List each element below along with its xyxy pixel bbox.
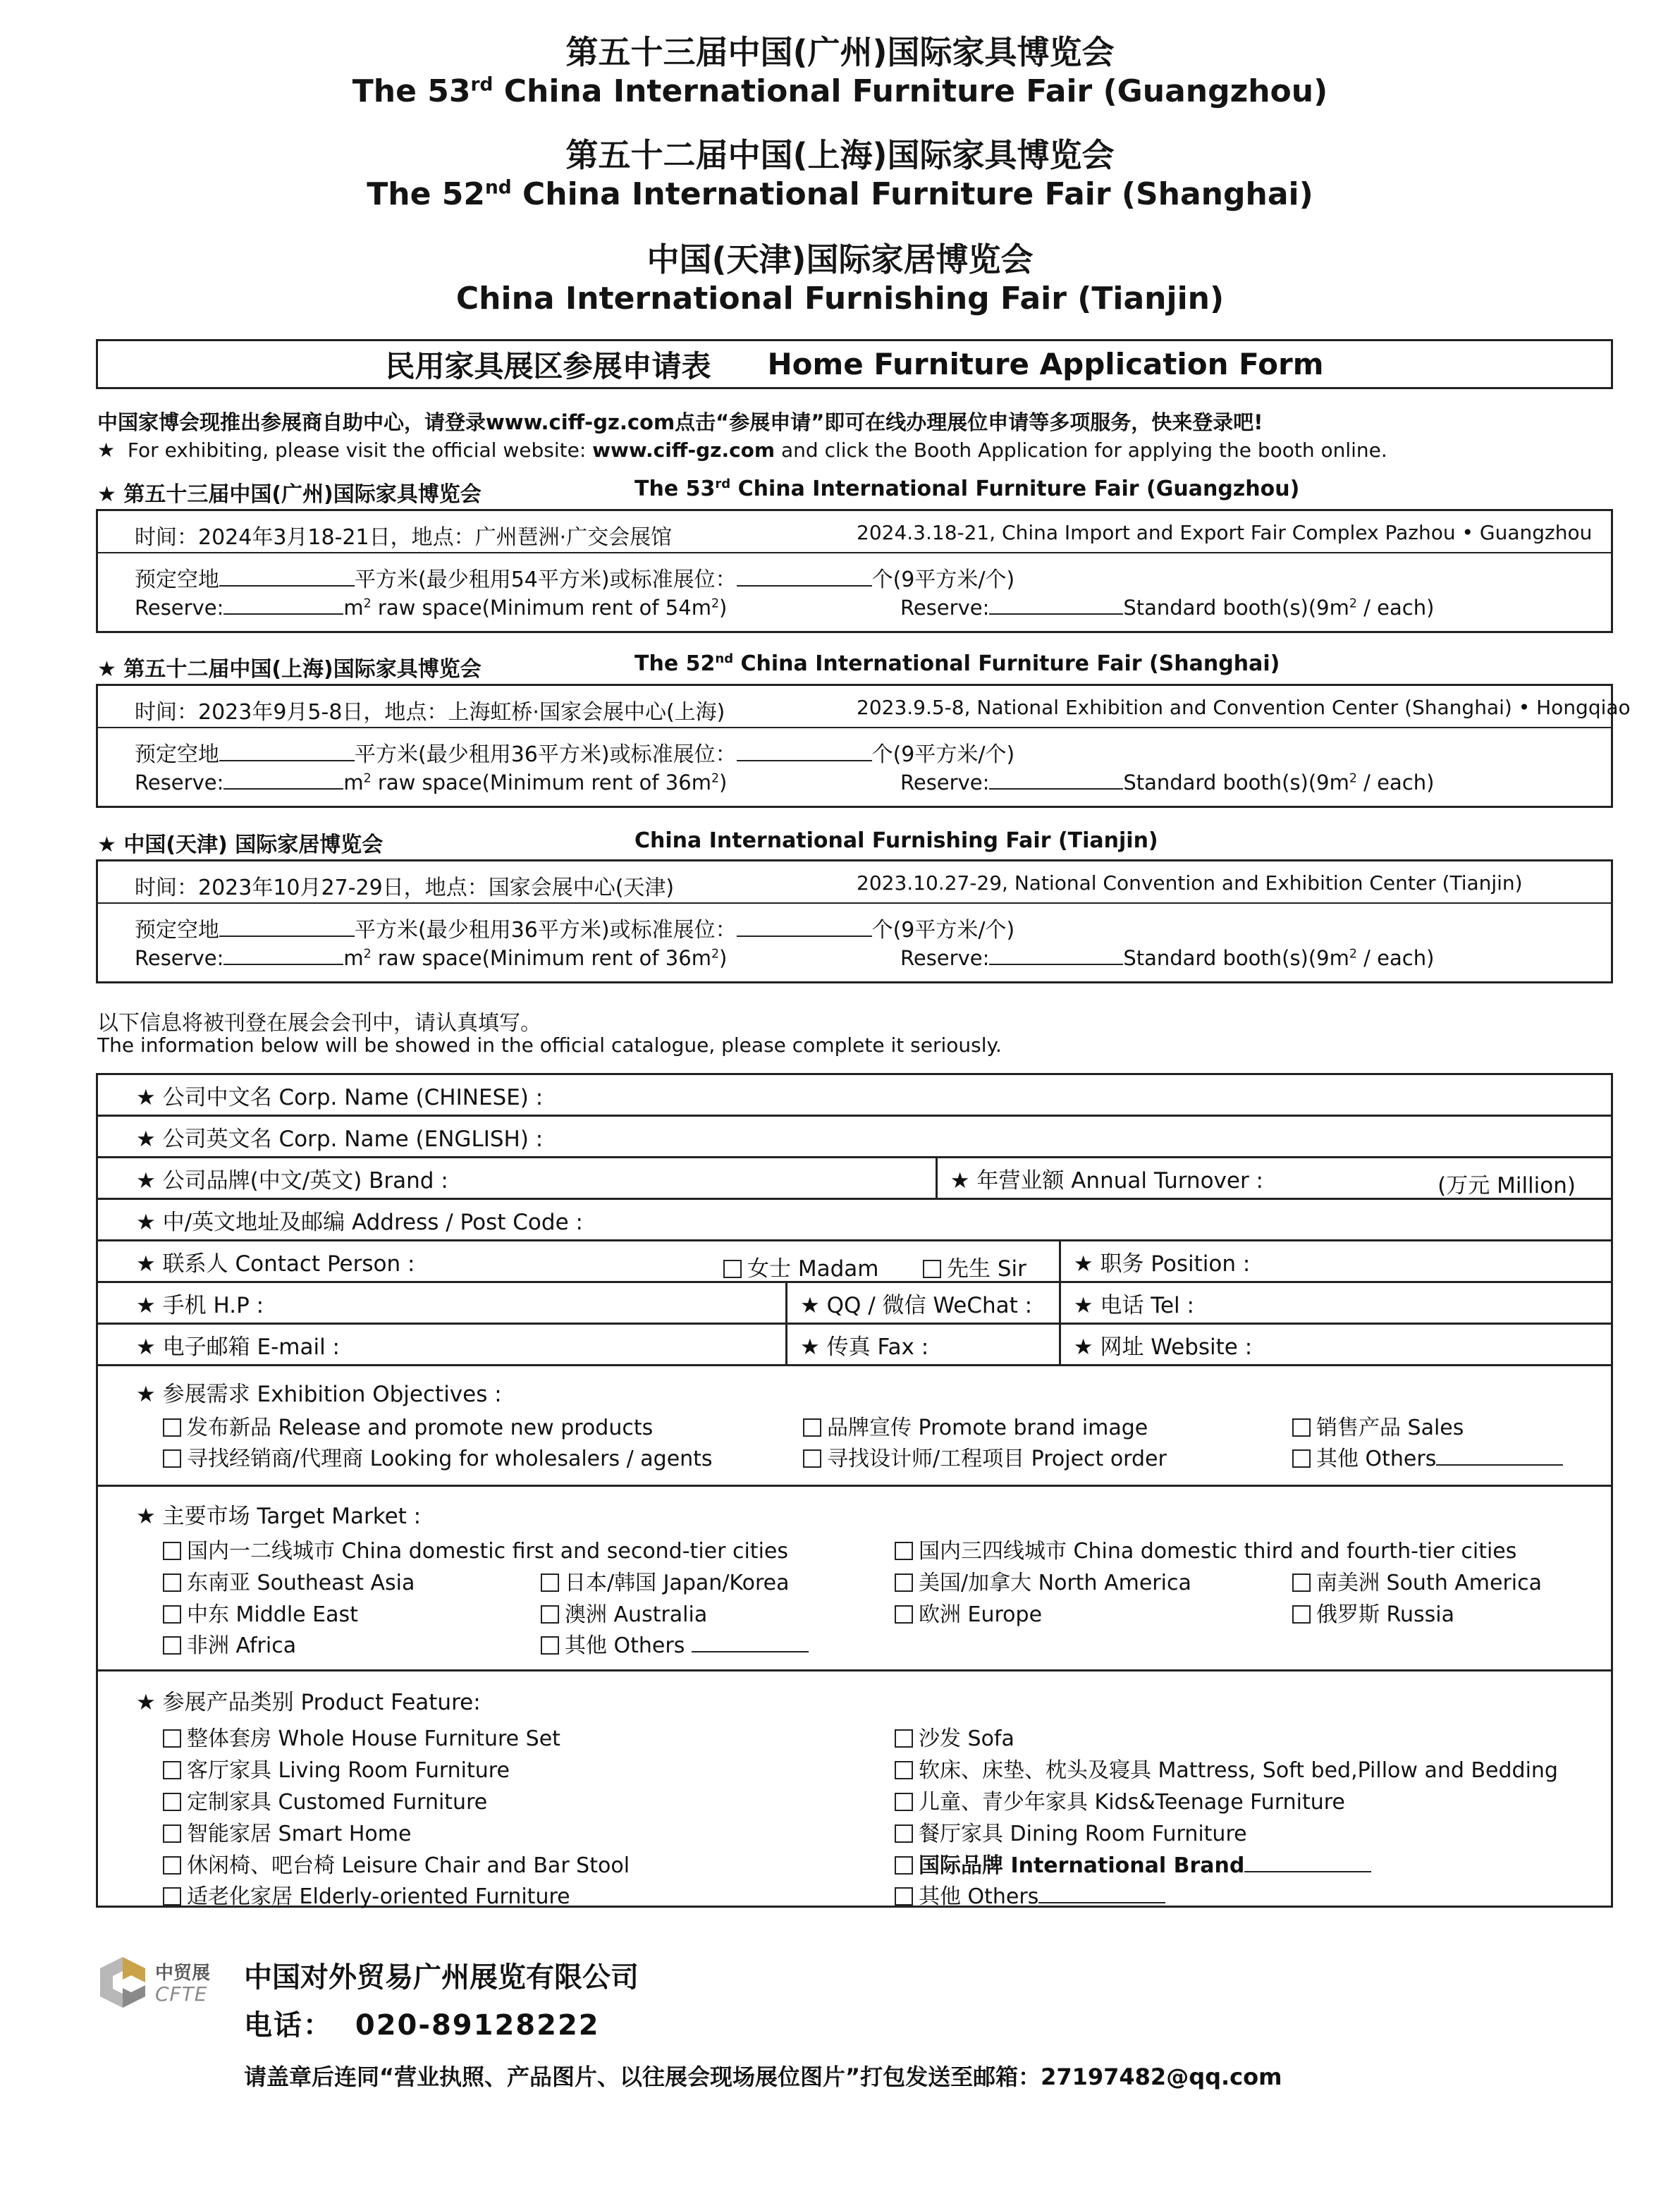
objective-brand-image[interactable]: 品牌宣传 Promote brand image xyxy=(803,1410,1148,1441)
catalogue-note-cn: 以下信息将被刊登在展会会刊中，请认真填写。 xyxy=(97,1011,541,1036)
product-customed[interactable]: 定制家具 Customed Furniture xyxy=(163,1784,487,1815)
fair-time-cn: 时间：2023年10月27-29日，地点：国家会展中心(天津) xyxy=(135,876,675,900)
form-title-en: Home Furniture Application Form xyxy=(767,347,1324,381)
logo-text-en: CFTE xyxy=(155,1982,208,2006)
fair-title-cn: ★ 第五十二届中国(上海)国际家具博览会 xyxy=(97,657,482,682)
fair-box-guangzhou xyxy=(96,509,1613,633)
website-link[interactable]: www.ciff-gz.com xyxy=(592,438,775,462)
product-dining-room[interactable]: 餐厅家具 Dining Room Furniture xyxy=(895,1816,1247,1847)
fair-title-en: China International Furnishing Fair (Tianjin) xyxy=(634,828,1158,853)
product-feature-section xyxy=(96,1671,1613,1908)
product-label: ★ 参展产品类别 Product Feature: xyxy=(136,1690,481,1715)
title-guangzhou-en: The 53rd China International Furniture Fair (Guangzhou) xyxy=(352,73,1328,109)
wechat-field[interactable]: ★ QQ / 微信 WeChat : xyxy=(787,1282,1060,1324)
market-others-field[interactable] xyxy=(692,1634,809,1652)
product-others-field[interactable] xyxy=(1038,1885,1165,1903)
cfte-logo xyxy=(94,1953,228,2016)
form-title-box xyxy=(96,339,1613,389)
market-domestic-first-tier[interactable]: 国内一二线城市 China domestic first and second-tier cities xyxy=(163,1533,788,1564)
catalogue-note-en: The information below will be showed in the official catalogue, please complete it seriously. xyxy=(97,1033,1002,1057)
raw-space-sqm-field[interactable] xyxy=(219,919,355,937)
market-southeast-asia[interactable]: 东南亚 Southeast Asia xyxy=(163,1565,415,1596)
booth-en-field[interactable] xyxy=(989,947,1123,965)
notice-cn: 中国家博会现推出参展商自助中心，请登录www.ciff-gz.com点击“参展申请”即可在线办理展位申请等多项服务，快来登录吧! xyxy=(97,410,1263,434)
booth-en-field[interactable] xyxy=(989,596,1123,615)
product-sofa[interactable]: 沙发 Sofa xyxy=(895,1721,1014,1752)
fax-field[interactable]: ★ 传真 Fax : xyxy=(787,1324,1060,1366)
international-brand-field[interactable] xyxy=(1244,1854,1371,1872)
reserve-en-raw: Reserve: $m^2$ raw space(Minimum rent of $54m^2$) xyxy=(135,596,728,620)
website-field[interactable]: ★ 网址 Website : xyxy=(1060,1324,1612,1366)
title-guangzhou-cn: 第五十三届中国(广州)国际家具博览会 xyxy=(565,33,1115,71)
company-info-table xyxy=(96,1073,1613,1366)
objective-others[interactable]: 其他 Others xyxy=(1292,1441,1563,1472)
market-russia[interactable]: 俄罗斯 Russia xyxy=(1292,1597,1454,1628)
turnover-unit: (万元 Million) xyxy=(1437,1173,1576,1198)
fair-box-tianjin xyxy=(96,859,1613,983)
footer-company: 中国对外贸易广州展览有限公司 xyxy=(244,1961,639,1994)
product-whole-house[interactable]: 整体套房 Whole House Furniture Set xyxy=(163,1721,560,1752)
objective-project-order[interactable]: 寻找设计师/工程项目 Project order xyxy=(803,1441,1167,1472)
exhibition-objectives-section xyxy=(96,1365,1613,1487)
product-international-brand[interactable]: 国际品牌 International Brand xyxy=(895,1848,1371,1879)
objective-wholesalers[interactable]: 寻找经销商/代理商 Looking for wholesalers / agents xyxy=(163,1441,713,1472)
reserve-en-booth: Reserve: Standard $booth(s)(9m^2$ / each) xyxy=(900,596,1435,620)
market-others[interactable]: 其他 Others xyxy=(541,1628,809,1659)
fair-time-en: 2023.9.5-8, National Exhibition and Convention Center (Shanghai) • Hongqiao xyxy=(857,696,1631,719)
title-tianjin-cn: 中国(天津)国际家居博览会 xyxy=(646,240,1034,278)
product-smart-home[interactable]: 智能家居 Smart Home xyxy=(163,1816,411,1847)
address-field[interactable]: ★ 中/英文地址及邮编 Address / Post Code : xyxy=(97,1199,1612,1241)
reserve-cn-line: 预定空地 平方米(最少租用36平方米)或标准展位： 个(9平方米/个) xyxy=(135,742,1015,767)
notice-en: ★ For exhibiting, please visit the official website: www.ciff-gz.com and click the Booth Application for applying the booth online. xyxy=(97,438,1387,462)
standard-booth-count-field[interactable] xyxy=(737,568,872,587)
market-africa[interactable]: 非洲 Africa xyxy=(163,1628,296,1659)
title-tianjin-en: China International Furnishing Fair (Tianjin) xyxy=(455,281,1225,317)
market-europe[interactable]: 欧洲 Europe xyxy=(895,1597,1042,1628)
turnover-field[interactable]: ★ 年营业额 Annual Turnover : (万元 Million) xyxy=(936,1158,1612,1199)
fair-time-en: 2024.3.18-21, China Import and Export Fair Complex Pazhou • Guangzhou xyxy=(857,521,1593,544)
form-title-cn: 民用家具展区参展申请表 xyxy=(385,348,711,384)
fair-title-cn: ★ 中国(天津) 国际家居博览会 xyxy=(97,833,384,857)
tel-field[interactable]: ★ 电话 Tel : xyxy=(1060,1282,1612,1324)
product-living-room[interactable]: 客厅家具 Living Room Furniture xyxy=(163,1753,510,1784)
market-domestic-third-tier[interactable]: 国内三四线城市 China domestic third and fourth-tier cities xyxy=(895,1533,1516,1564)
reserve-en-raw: Reserve: $m^2$ raw space(Minimum rent of $36m^2$) xyxy=(135,946,728,970)
objectives-label: ★ 参展需求 Exhibition Objectives : xyxy=(136,1382,502,1407)
fair-time-cn: 时间：2023年9月5-8日，地点：上海虹桥·国家会展中心(上海) xyxy=(135,700,725,725)
objective-new-products[interactable]: 发布新品 Release and promote new products xyxy=(163,1410,653,1441)
madam-checkbox[interactable]: 女士 Madam xyxy=(723,1251,878,1282)
standard-booth-count-field[interactable] xyxy=(737,743,872,761)
corp-name-en-field[interactable]: ★ 公司英文名 Corp. Name (ENGLISH) : xyxy=(97,1116,1612,1158)
title-shanghai-en: The 52nd China International Furniture Fair (Shanghai) xyxy=(367,176,1313,212)
brand-field[interactable]: ★ 公司品牌(中文/英文) Brand : xyxy=(97,1158,937,1199)
raw-space-sqm-field[interactable] xyxy=(219,743,355,761)
product-others[interactable]: 其他 Others xyxy=(895,1879,1165,1910)
fair-title-cn: ★ 第五十三届中国(广州)国际家具博览会 xyxy=(97,482,482,507)
cfte-logo-icon xyxy=(94,1954,151,2011)
market-australia[interactable]: 澳洲 Australia xyxy=(541,1597,707,1628)
fair-title-en: The 53rd China International Furniture Fair (Guangzhou) xyxy=(634,477,1300,501)
fair-time-en: 2023.10.27-29, National Convention and Exhibition Center (Tianjin) xyxy=(857,871,1523,895)
fair-time-cn: 时间：2024年3月18-21日，地点：广州琶洲·广交会展馆 xyxy=(135,525,673,550)
email-field[interactable]: ★ 电子邮箱 E-mail : xyxy=(97,1324,787,1366)
reserve-en-booth: Reserve: Standard $booth(s)(9m^2$ / each) xyxy=(900,946,1435,970)
reserve-en-raw: Reserve: $m^2$ raw space(Minimum rent of $36m^2$) xyxy=(135,771,728,795)
product-leisure-chair[interactable]: 休闲椅、吧台椅 Leisure Chair and Bar Stool xyxy=(163,1848,630,1879)
raw-space-en-field[interactable] xyxy=(223,947,343,965)
market-middle-east[interactable]: 中东 Middle East xyxy=(163,1597,358,1628)
title-shanghai-cn: 第五十二届中国(上海)国际家具博览会 xyxy=(565,136,1115,174)
sir-checkbox[interactable]: 先生 Sir xyxy=(923,1251,1026,1282)
reserve-cn-line: 预定空地 平方米(最少租用54平方米)或标准展位： 个(9平方米/个) xyxy=(135,568,1015,592)
booth-en-field[interactable] xyxy=(989,771,1123,790)
standard-booth-count-field[interactable] xyxy=(737,919,872,937)
reserve-cn-line: 预定空地 平方米(最少租用36平方米)或标准展位： 个(9平方米/个) xyxy=(135,918,1015,943)
contact-person-field[interactable]: ★ 联系人 Contact Person : 女士 Madam 先生 Sir xyxy=(97,1241,1060,1282)
logo-text-cn: 中贸展 xyxy=(155,1963,211,1984)
objective-sales[interactable]: 销售产品 Sales xyxy=(1292,1410,1464,1441)
market-japan-korea[interactable]: 日本/韩国 Japan/Korea xyxy=(541,1565,789,1596)
product-elderly[interactable]: 适老化家居 Elderly-oriented Furniture xyxy=(163,1879,570,1910)
market-north-america[interactable]: 美国/加拿大 North America xyxy=(895,1565,1191,1596)
objective-others-field[interactable] xyxy=(1436,1447,1563,1466)
raw-space-en-field[interactable] xyxy=(223,596,343,615)
reserve-en-booth: Reserve: Standard $booth(s)(9m^2$ / each) xyxy=(900,771,1435,795)
star-icon: ★ xyxy=(97,438,116,462)
footer-note: 请盖章后连同“营业执照、产品图片、以往展会现场展位图片”打包发送至邮箱：27197482@qq.com xyxy=(244,2063,1282,2090)
product-mattress-bedding[interactable]: 软床、床垫、枕头及寝具 Mattress, Soft bed,Pillow and Bedding xyxy=(895,1753,1558,1784)
product-kids-teenage[interactable]: 儿童、青少年家具 Kids&Teenage Furniture xyxy=(895,1784,1345,1815)
fair-box-shanghai xyxy=(96,684,1631,808)
raw-space-en-field[interactable] xyxy=(223,771,343,790)
market-label: ★ 主要市场 Target Market : xyxy=(136,1504,422,1529)
corp-name-cn-field[interactable]: ★ 公司中文名 Corp. Name (CHINESE) : xyxy=(97,1074,1612,1116)
mobile-field[interactable]: ★ 手机 H.P : xyxy=(97,1282,787,1324)
position-field[interactable]: ★ 职务 Position : xyxy=(1060,1241,1612,1282)
footer-phone: 电话： 020-89128222 xyxy=(244,2009,600,2042)
raw-space-sqm-field[interactable] xyxy=(219,568,355,587)
target-market-section xyxy=(96,1487,1613,1671)
market-south-america[interactable]: 南美洲 South America xyxy=(1292,1565,1542,1596)
fair-title-en: The 52nd China International Furniture Fair (Shanghai) xyxy=(634,651,1280,676)
